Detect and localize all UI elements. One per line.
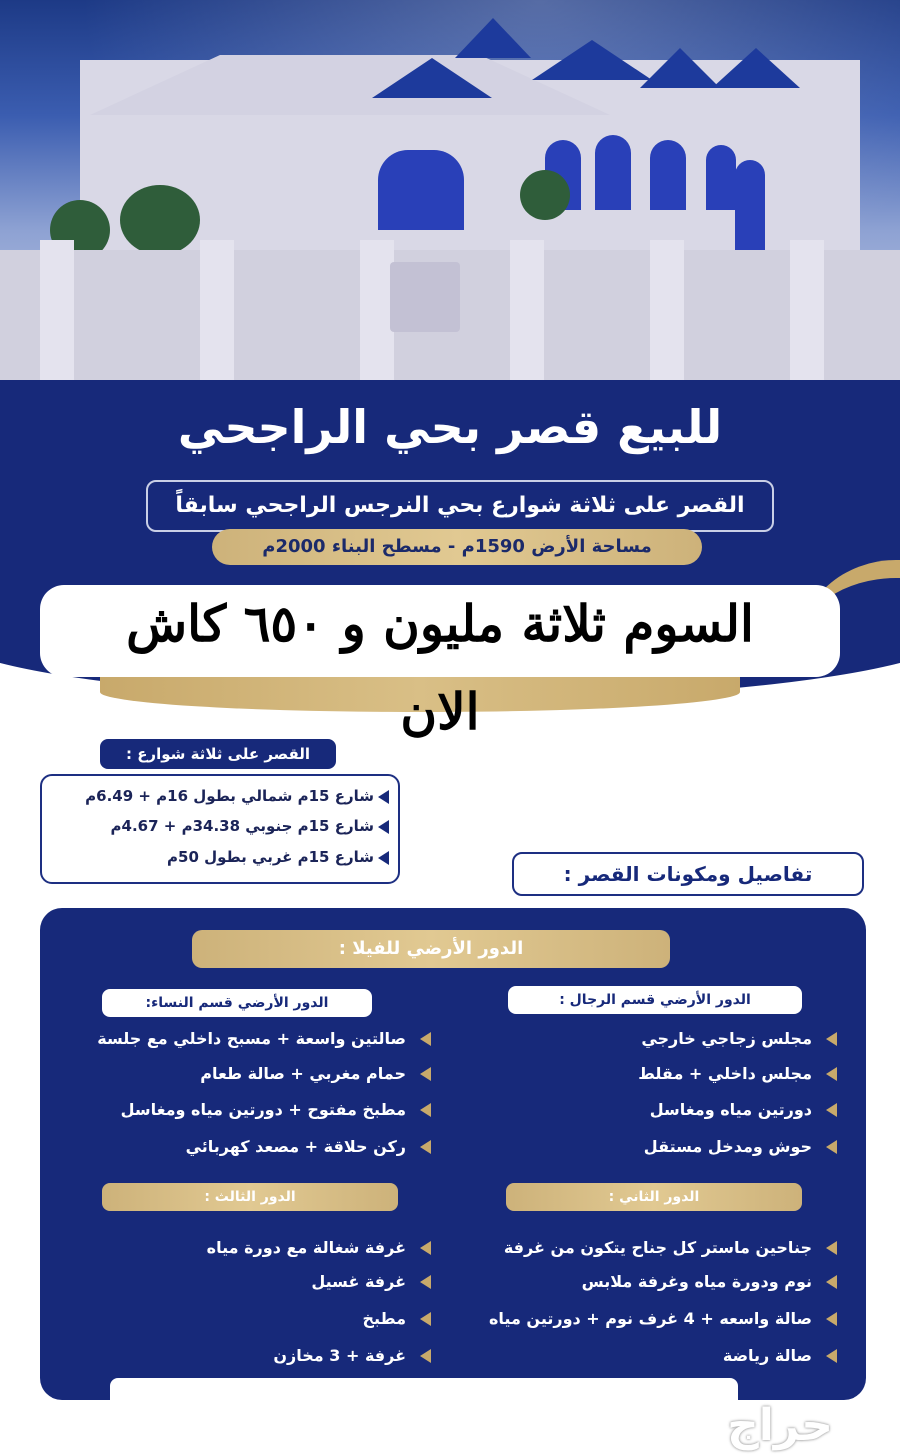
bullet-icon [420,1275,431,1289]
page-title: للبيع قصر بحي الراجحي [177,400,723,454]
bullet-icon [420,1103,431,1117]
ground-floor-title: الدور الأرضي للفيلا : [192,930,670,968]
list-item: مطبخ [362,1309,406,1328]
price-text: السوم ثلاثة مليون و ٦٥٠ كاش [126,594,754,653]
palace-window [706,145,736,210]
bullet-icon [826,1275,837,1289]
third-floor-title: الدور الثالث : [102,1183,398,1211]
subtitle: القصر على ثلاثة شوارع بحي النرجس الراجحي سابقاً [146,480,774,532]
bullet-icon [420,1140,431,1154]
list-item: جناحين ماستر كل جناح يتكون من غرفة [503,1238,812,1257]
wall-pillar [510,240,544,385]
bullet-icon [420,1349,431,1363]
list-item: مطبخ مفتوح + دورتين مياه ومغاسل [120,1100,406,1119]
palace-window [650,140,686,210]
list-item: حوش ومدخل مستقل [643,1137,812,1156]
arrow-icon [378,851,389,865]
bullet-icon [826,1103,837,1117]
palace-window [735,160,765,250]
bullet-icon [826,1067,837,1081]
palm-tree [520,170,570,220]
palace-dome [532,40,652,80]
wall-pillar [40,240,74,385]
footer-strip [110,1378,738,1408]
women-section-title: الدور الأرضي قسم النساء: [102,989,372,1017]
bullet-icon [420,1312,431,1326]
list-item: دورتين مياه ومغاسل [649,1100,812,1119]
street-item: شارع 15م شمالي بطول 16م + 6.49م [85,787,374,805]
palace-photo [0,0,900,385]
wall-pillar [650,240,684,385]
list-item: صالة رياضة [722,1346,812,1365]
details-title: تفاصيل ومكونات القصر : [512,852,864,896]
list-item: غرفة غسيل [311,1272,406,1291]
street-item: شارع 15م جنوبي 34.38م + 4.67م [110,817,374,835]
palm-tree [120,185,200,255]
list-item: غرفة شغالة مع دورة مياه [206,1238,406,1257]
bullet-icon [826,1312,837,1326]
bullet-icon [826,1032,837,1046]
haraj-watermark: حراج [727,1400,833,1451]
bullet-icon [826,1140,837,1154]
wall-pillar [790,240,824,385]
second-floor-title: الدور الثاني : [506,1183,802,1211]
wall-pillar [200,240,234,385]
area-badge: مساحة الأرض 1590م - مسطح البناء 2000م [212,529,702,565]
bullet-icon [826,1241,837,1255]
palace-dome [372,58,492,98]
list-item: غرفة + 3 مخازن [273,1346,406,1365]
wall-ornament [390,262,460,332]
list-item: مجلس داخلي + مقلط [638,1064,812,1083]
wall-pillar [360,240,394,385]
men-section-title: الدور الأرضي قسم الرجال : [508,986,802,1014]
bullet-icon [420,1241,431,1255]
list-item: مجلس زجاجي خارجي [641,1029,812,1048]
bullet-icon [826,1349,837,1363]
palace-dome [712,48,800,88]
list-item: نوم ودورة مياه وغرفة ملابس [581,1272,812,1291]
price-now-text: الان [400,682,480,741]
palace-dome [640,48,720,88]
palace-window [595,135,631,210]
palace-window [378,150,464,230]
list-item: صالتين واسعة + مسبح داخلي مع جلسة [97,1029,406,1048]
list-item: حمام مغربي + صالة طعام [200,1064,406,1083]
arrow-icon [378,820,389,834]
arrow-icon [378,790,389,804]
palace-tower-roof [455,18,531,58]
bullet-icon [420,1067,431,1081]
street-item: شارع 15م غربي بطول 50م [167,848,374,866]
bullet-icon [420,1032,431,1046]
streets-title: القصر على ثلاثة شوارع : [100,739,336,769]
list-item: صالة واسعه + 4 غرف نوم + دورتين مياه [488,1309,812,1328]
list-item: ركن حلاقة + مصعد كهربائي [185,1137,406,1156]
